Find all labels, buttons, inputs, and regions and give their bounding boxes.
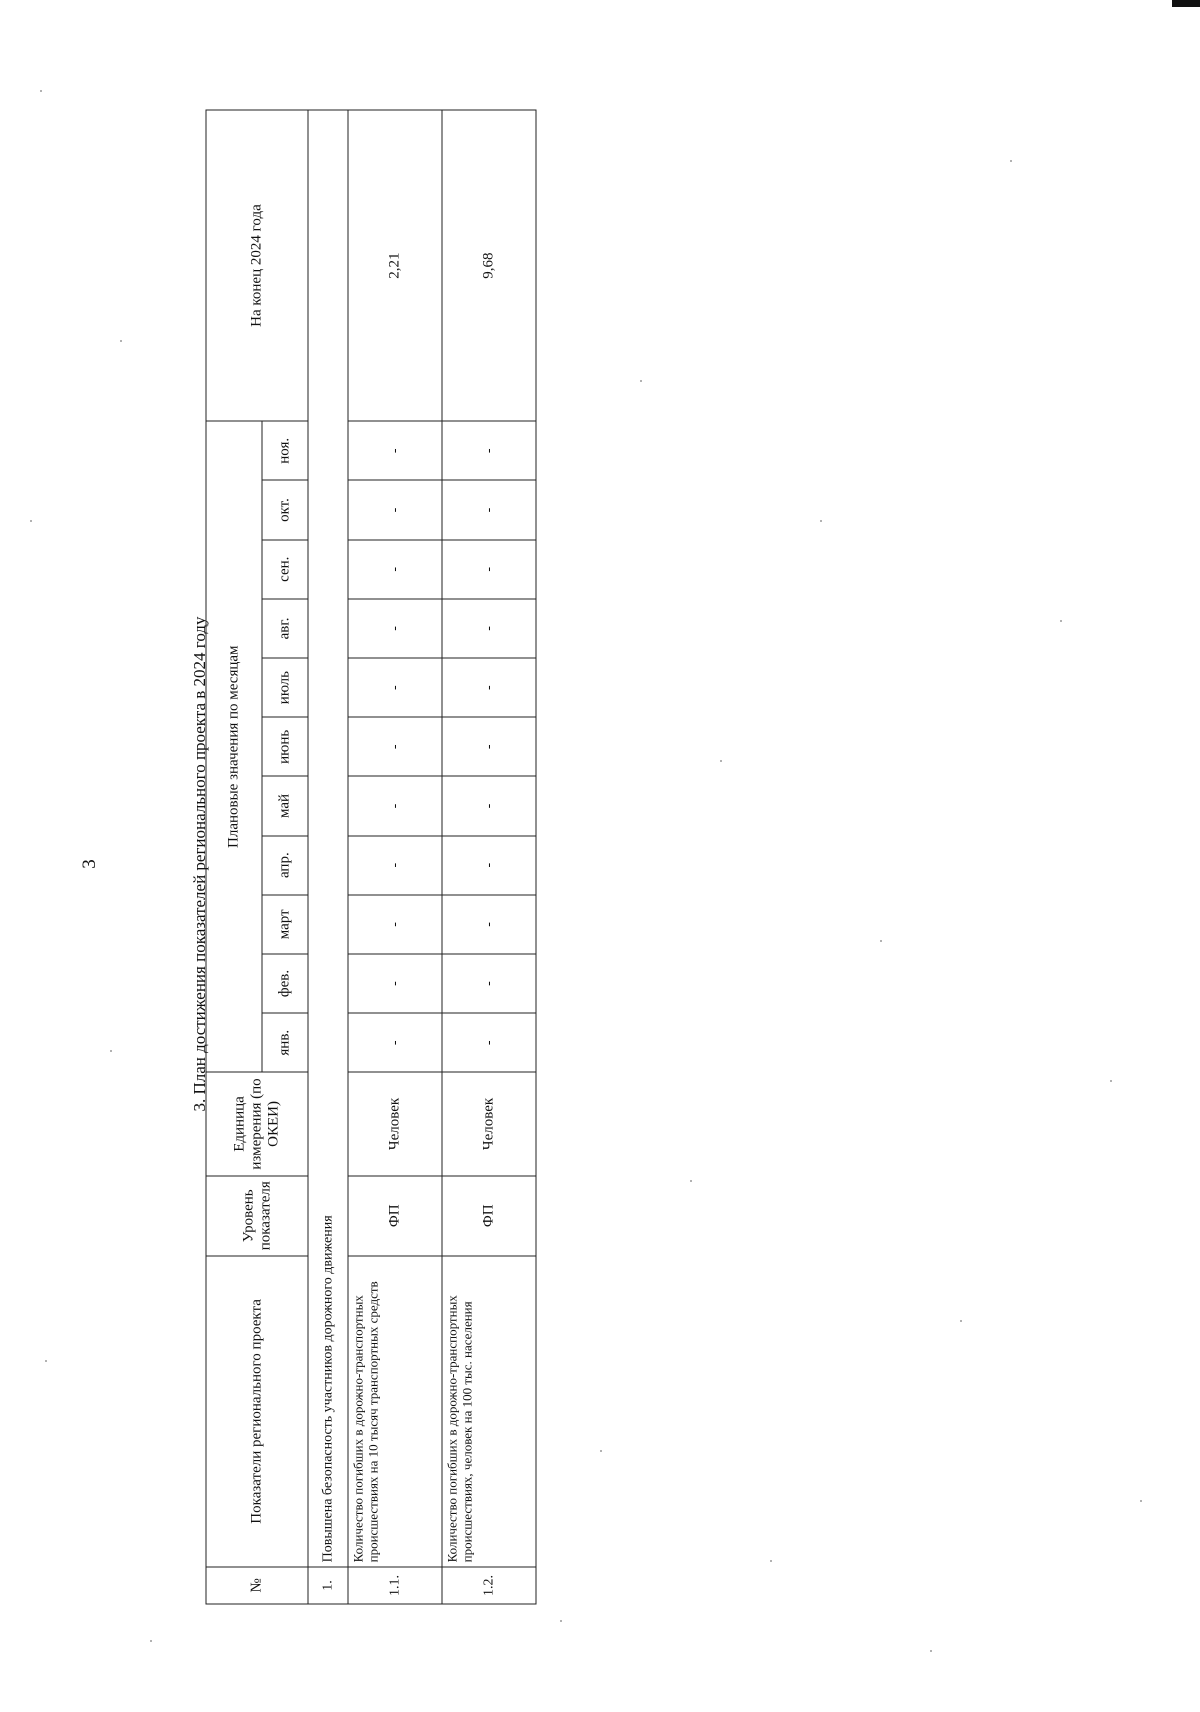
row-unit: Человек [442, 1072, 536, 1175]
header-month: ноя. [262, 421, 308, 480]
row-month-value: - [442, 895, 536, 954]
header-month: май [262, 776, 308, 835]
header-month: фев. [262, 954, 308, 1013]
row-month-value: - [348, 658, 442, 717]
header-month: янв. [262, 1013, 308, 1072]
row-month-value: - [442, 954, 536, 1013]
section-row [308, 110, 348, 1604]
scan-speck [560, 1620, 562, 1622]
scan-speck [770, 1560, 772, 1562]
table-title: 3. План достижения показателей регионального проекта в 2024 году [190, 616, 209, 1112]
scan-speck [1060, 620, 1062, 622]
scan-edge-mark [1172, 0, 1200, 7]
header-month: сен. [262, 540, 308, 599]
section-number: 1. [308, 1567, 348, 1604]
header-end-of-year: На конец 2024 года [206, 110, 308, 421]
row-month-value: - [442, 658, 536, 717]
scan-speck [30, 520, 32, 522]
row-month-value: - [442, 776, 536, 835]
scan-speck [640, 380, 642, 382]
row-month-value: - [442, 836, 536, 895]
row-indicator: Количество погибших в дорожно-транспортных происшествиях, человек на 100 тыс. населения [442, 1256, 536, 1567]
row-month-value: - [348, 895, 442, 954]
header-level: Уровень показателя [206, 1176, 308, 1256]
row-month-value: - [442, 1013, 536, 1072]
row-month-value: - [348, 954, 442, 1013]
header-month: июль [262, 658, 308, 717]
header-number: № [206, 1567, 308, 1604]
header-row-top [206, 110, 262, 1604]
scan-speck [960, 1320, 962, 1322]
row-month-value: - [442, 717, 536, 776]
scan-speck [40, 90, 42, 92]
row-month-value: - [348, 421, 442, 480]
scan-speck [1110, 1080, 1112, 1082]
scan-speck [1140, 1500, 1142, 1502]
scan-speck [45, 1360, 47, 1362]
header-indicator: Показатели регионального проекта [206, 1256, 308, 1567]
row-unit: Человек [348, 1072, 442, 1175]
header-month: окт. [262, 480, 308, 539]
row-month-value: - [348, 540, 442, 599]
header-month: авг. [262, 599, 308, 658]
row-month-value: - [348, 776, 442, 835]
section-title: Повышена безопасность участников дорожного движения [308, 110, 348, 1567]
row-month-value: - [348, 836, 442, 895]
scan-speck [720, 760, 722, 762]
scan-speck [1010, 160, 1012, 162]
row-month-value: - [348, 1013, 442, 1072]
row-month-value: - [348, 717, 442, 776]
row-month-value: - [442, 540, 536, 599]
row-number: 1.1. [348, 1567, 442, 1604]
header-planned-by-month: Плановые значения по месяцам [206, 421, 262, 1072]
row-level: ФП [348, 1176, 442, 1256]
header-month: июнь [262, 717, 308, 776]
row-indicator: Количество погибших в дорожно-транспортных происшествиях на 10 тысяч транспортных средств [348, 1256, 442, 1567]
indicator-plan-table-container [206, 110, 536, 1605]
page-number: 3 [79, 859, 100, 869]
scan-speck [150, 1640, 152, 1642]
scan-speck [880, 940, 882, 942]
row-end-of-year: 2,21 [348, 110, 442, 421]
row-month-value: - [442, 421, 536, 480]
scan-speck [930, 1650, 932, 1652]
scan-speck [120, 340, 122, 342]
table-row [442, 110, 536, 1604]
header-month: апр. [262, 836, 308, 895]
scan-speck [110, 1050, 112, 1052]
table-row [348, 110, 442, 1604]
row-month-value: - [442, 599, 536, 658]
row-end-of-year: 9,68 [442, 110, 536, 421]
row-number: 1.2. [442, 1567, 536, 1604]
row-month-value: - [348, 480, 442, 539]
scan-speck [820, 520, 822, 522]
row-month-value: - [442, 480, 536, 539]
row-month-value: - [348, 599, 442, 658]
header-month: март [262, 895, 308, 954]
scan-speck [690, 1180, 692, 1182]
header-unit: Единица измерения (по ОКЕИ) [206, 1072, 308, 1175]
indicator-plan-table [206, 110, 537, 1605]
row-level: ФП [442, 1176, 536, 1256]
scan-speck [600, 1450, 602, 1452]
